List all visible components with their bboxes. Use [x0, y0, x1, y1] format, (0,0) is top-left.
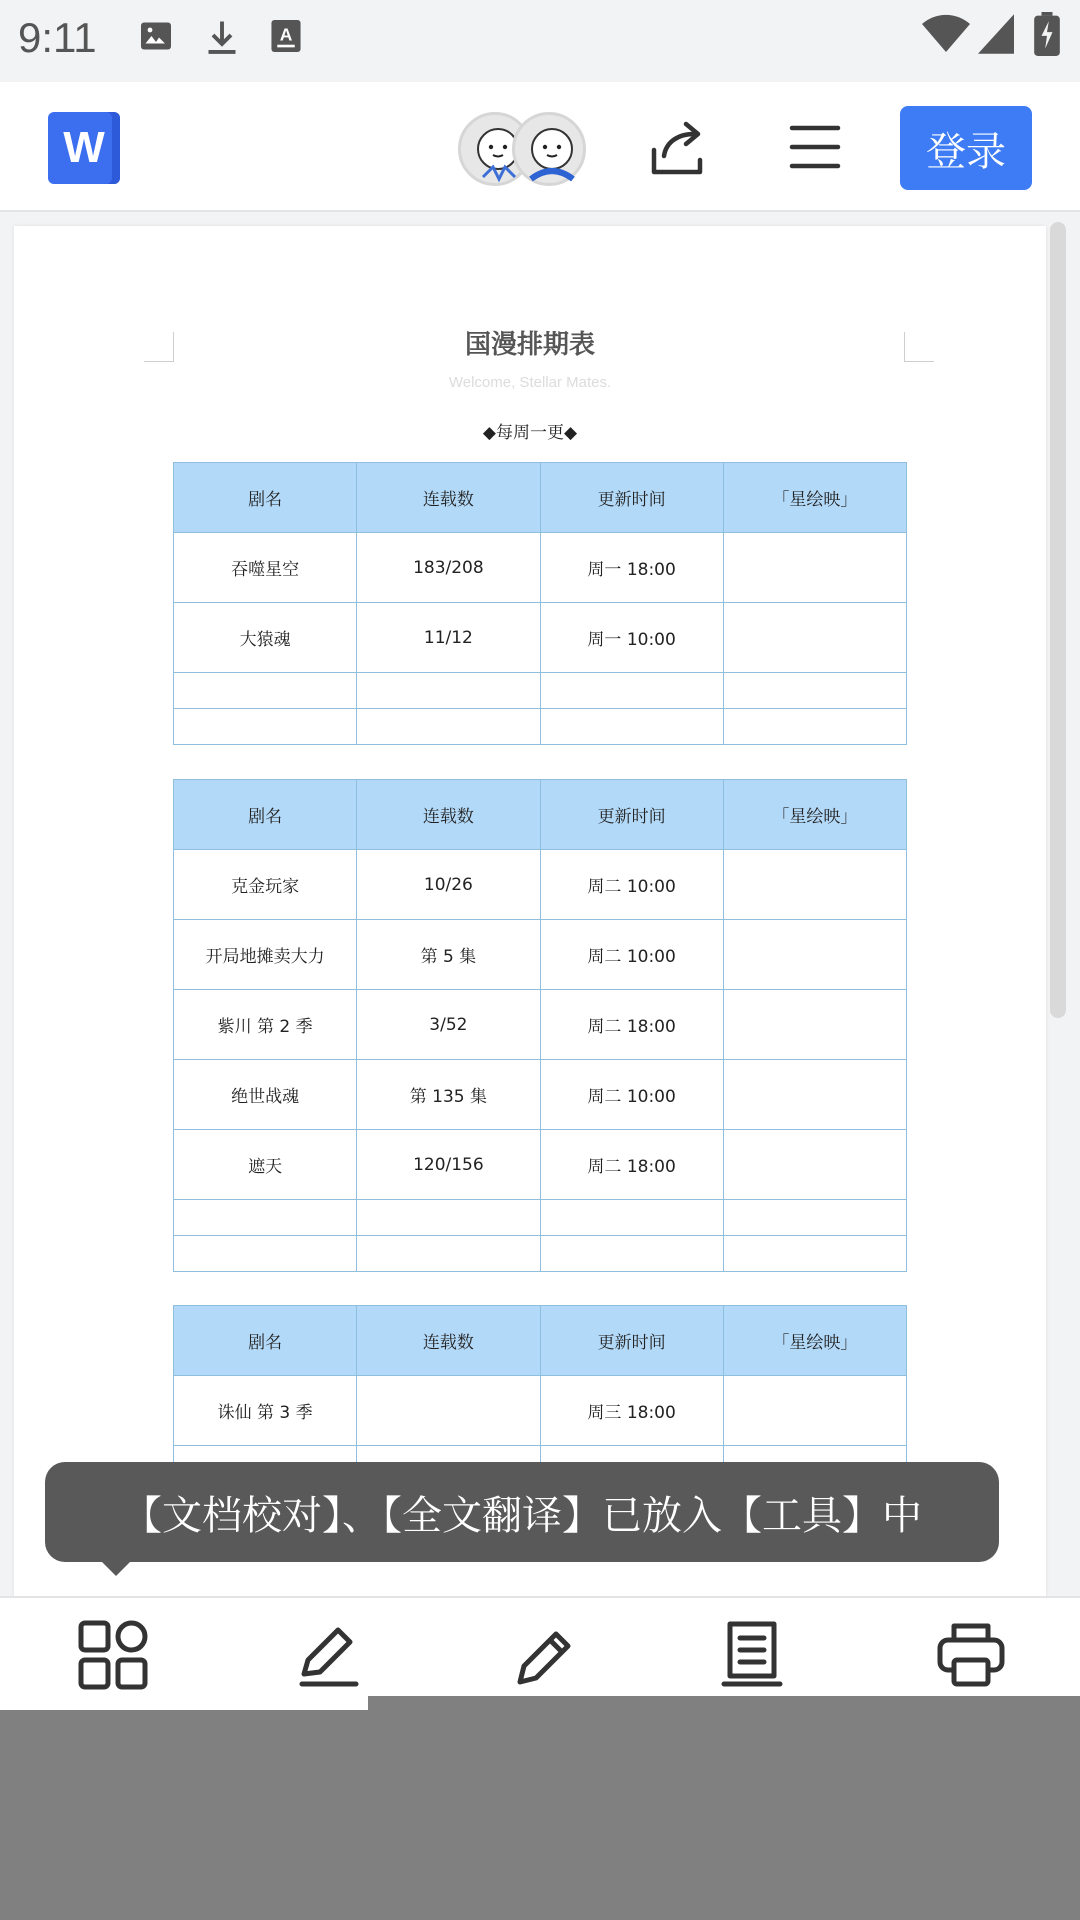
toast-pointer: [100, 1560, 132, 1576]
column-header: 「星绘映」: [723, 1306, 906, 1376]
table-row-empty: [174, 673, 907, 709]
table-cell: 周一 10:00: [540, 603, 723, 673]
column-header: 剧名: [174, 1306, 357, 1376]
document-lines-icon: [716, 1620, 786, 1690]
app-header: [0, 82, 1080, 212]
table-cell: 10/26: [357, 850, 540, 920]
table-cell: [723, 1130, 906, 1200]
text-a-icon: [270, 18, 302, 54]
edit-pen-icon: [294, 1620, 364, 1690]
document-viewer[interactable]: [0, 214, 1080, 1596]
menu-icon[interactable]: [790, 124, 840, 170]
document-subtitle: Welcome, Stellar Mates.: [448, 374, 612, 391]
table-row-empty: [174, 709, 907, 745]
column-header: 更新时间: [540, 463, 723, 533]
schedule-table-tuesday: [173, 779, 907, 1272]
battery-charging-icon: [1034, 12, 1060, 56]
toolbar-item-print[interactable]: [860, 1598, 1076, 1712]
toast-message: 【文档校对】、【全文翻译】已放入【工具】中: [45, 1462, 999, 1562]
status-time: 9:11: [18, 14, 97, 61]
column-header: 剧名: [174, 780, 357, 850]
table-cell: 3/52: [357, 990, 540, 1060]
table-row-empty: [174, 1236, 907, 1272]
column-header: 剧名: [174, 463, 357, 533]
image-icon: [138, 18, 174, 54]
table-cell: 诛仙 第 3 季: [174, 1376, 357, 1446]
column-header: 「星绘映」: [723, 780, 906, 850]
schedule-table-monday: [173, 462, 907, 745]
table-cell: [723, 920, 906, 990]
bottom-toolbar: [0, 1596, 1080, 1710]
share-icon[interactable]: [650, 120, 708, 176]
table-row: [174, 1130, 907, 1200]
column-header: 更新时间: [540, 780, 723, 850]
table-cell: 开局地摊卖大力: [174, 920, 357, 990]
table-row: [174, 1376, 907, 1446]
table-row: [174, 603, 907, 673]
pencil-icon: [510, 1620, 580, 1690]
table-cell: 周二 10:00: [540, 920, 723, 990]
table-cell: 11/12: [357, 603, 540, 673]
column-header: 连载数: [357, 1306, 540, 1376]
table-row: [174, 920, 907, 990]
document-note: ◆每周一更◆: [482, 423, 578, 443]
toolbar-item-outline[interactable]: [640, 1598, 856, 1712]
table-row: [174, 850, 907, 920]
table-cell: 周二 10:00: [540, 850, 723, 920]
table-cell: 绝世战魂: [174, 1060, 357, 1130]
table-row-empty: [174, 1200, 907, 1236]
table-cell: [723, 603, 906, 673]
table-cell: 克金玩家: [174, 850, 357, 920]
table-cell: [723, 1060, 906, 1130]
table-cell: [723, 1376, 906, 1446]
table-cell: 第 5 集: [357, 920, 540, 990]
table-cell: 吞噬星空: [174, 533, 357, 603]
table-cell: [357, 1376, 540, 1446]
table-cell: 周二 10:00: [540, 1060, 723, 1130]
document-scrollbar[interactable]: [1050, 222, 1066, 1018]
column-header: 「星绘映」: [723, 463, 906, 533]
toolbar-item-edit[interactable]: [218, 1598, 434, 1712]
avatar[interactable]: [512, 112, 586, 186]
download-icon: [204, 18, 240, 58]
status-bar: [0, 0, 1080, 82]
table-header-row: [174, 780, 907, 850]
app-logo[interactable]: W: [48, 112, 120, 184]
table-cell: 紫川 第 2 季: [174, 990, 357, 1060]
table-cell: 120/156: [357, 1130, 540, 1200]
column-header: 连载数: [357, 780, 540, 850]
table-cell: 周一 18:00: [540, 533, 723, 603]
table-row: [174, 1060, 907, 1130]
document-title: 国漫排期表: [464, 330, 595, 360]
grid-apps-icon: [78, 1620, 148, 1690]
table-cell: 周三 18:00: [540, 1376, 723, 1446]
table-cell: [723, 990, 906, 1060]
table-cell: 183/208: [357, 533, 540, 603]
table-header-row: [174, 463, 907, 533]
table-cell: [723, 533, 906, 603]
table-cell: 周二 18:00: [540, 990, 723, 1060]
document-page: [14, 226, 1046, 1626]
avatar-group[interactable]: [458, 112, 586, 186]
table-cell: [723, 850, 906, 920]
toolbar-item-annotate[interactable]: [434, 1598, 650, 1712]
column-header: 连载数: [357, 463, 540, 533]
table-header-row: [174, 1306, 907, 1376]
table-row: [174, 533, 907, 603]
login-button[interactable]: 登录: [900, 106, 1032, 190]
signal-icon: [978, 14, 1014, 54]
column-header: 更新时间: [540, 1306, 723, 1376]
svg-text:A: A: [279, 24, 293, 45]
toolbar-item-tools[interactable]: [2, 1598, 218, 1712]
printer-icon: [936, 1620, 1006, 1690]
wifi-icon: [922, 14, 970, 54]
table-cell: 遮天: [174, 1130, 357, 1200]
table-cell: 大猿魂: [174, 603, 357, 673]
table-row: [174, 990, 907, 1060]
table-cell: 第 135 集: [357, 1060, 540, 1130]
table-cell: 周二 18:00: [540, 1130, 723, 1200]
dim-overlay: [0, 1710, 1080, 1920]
